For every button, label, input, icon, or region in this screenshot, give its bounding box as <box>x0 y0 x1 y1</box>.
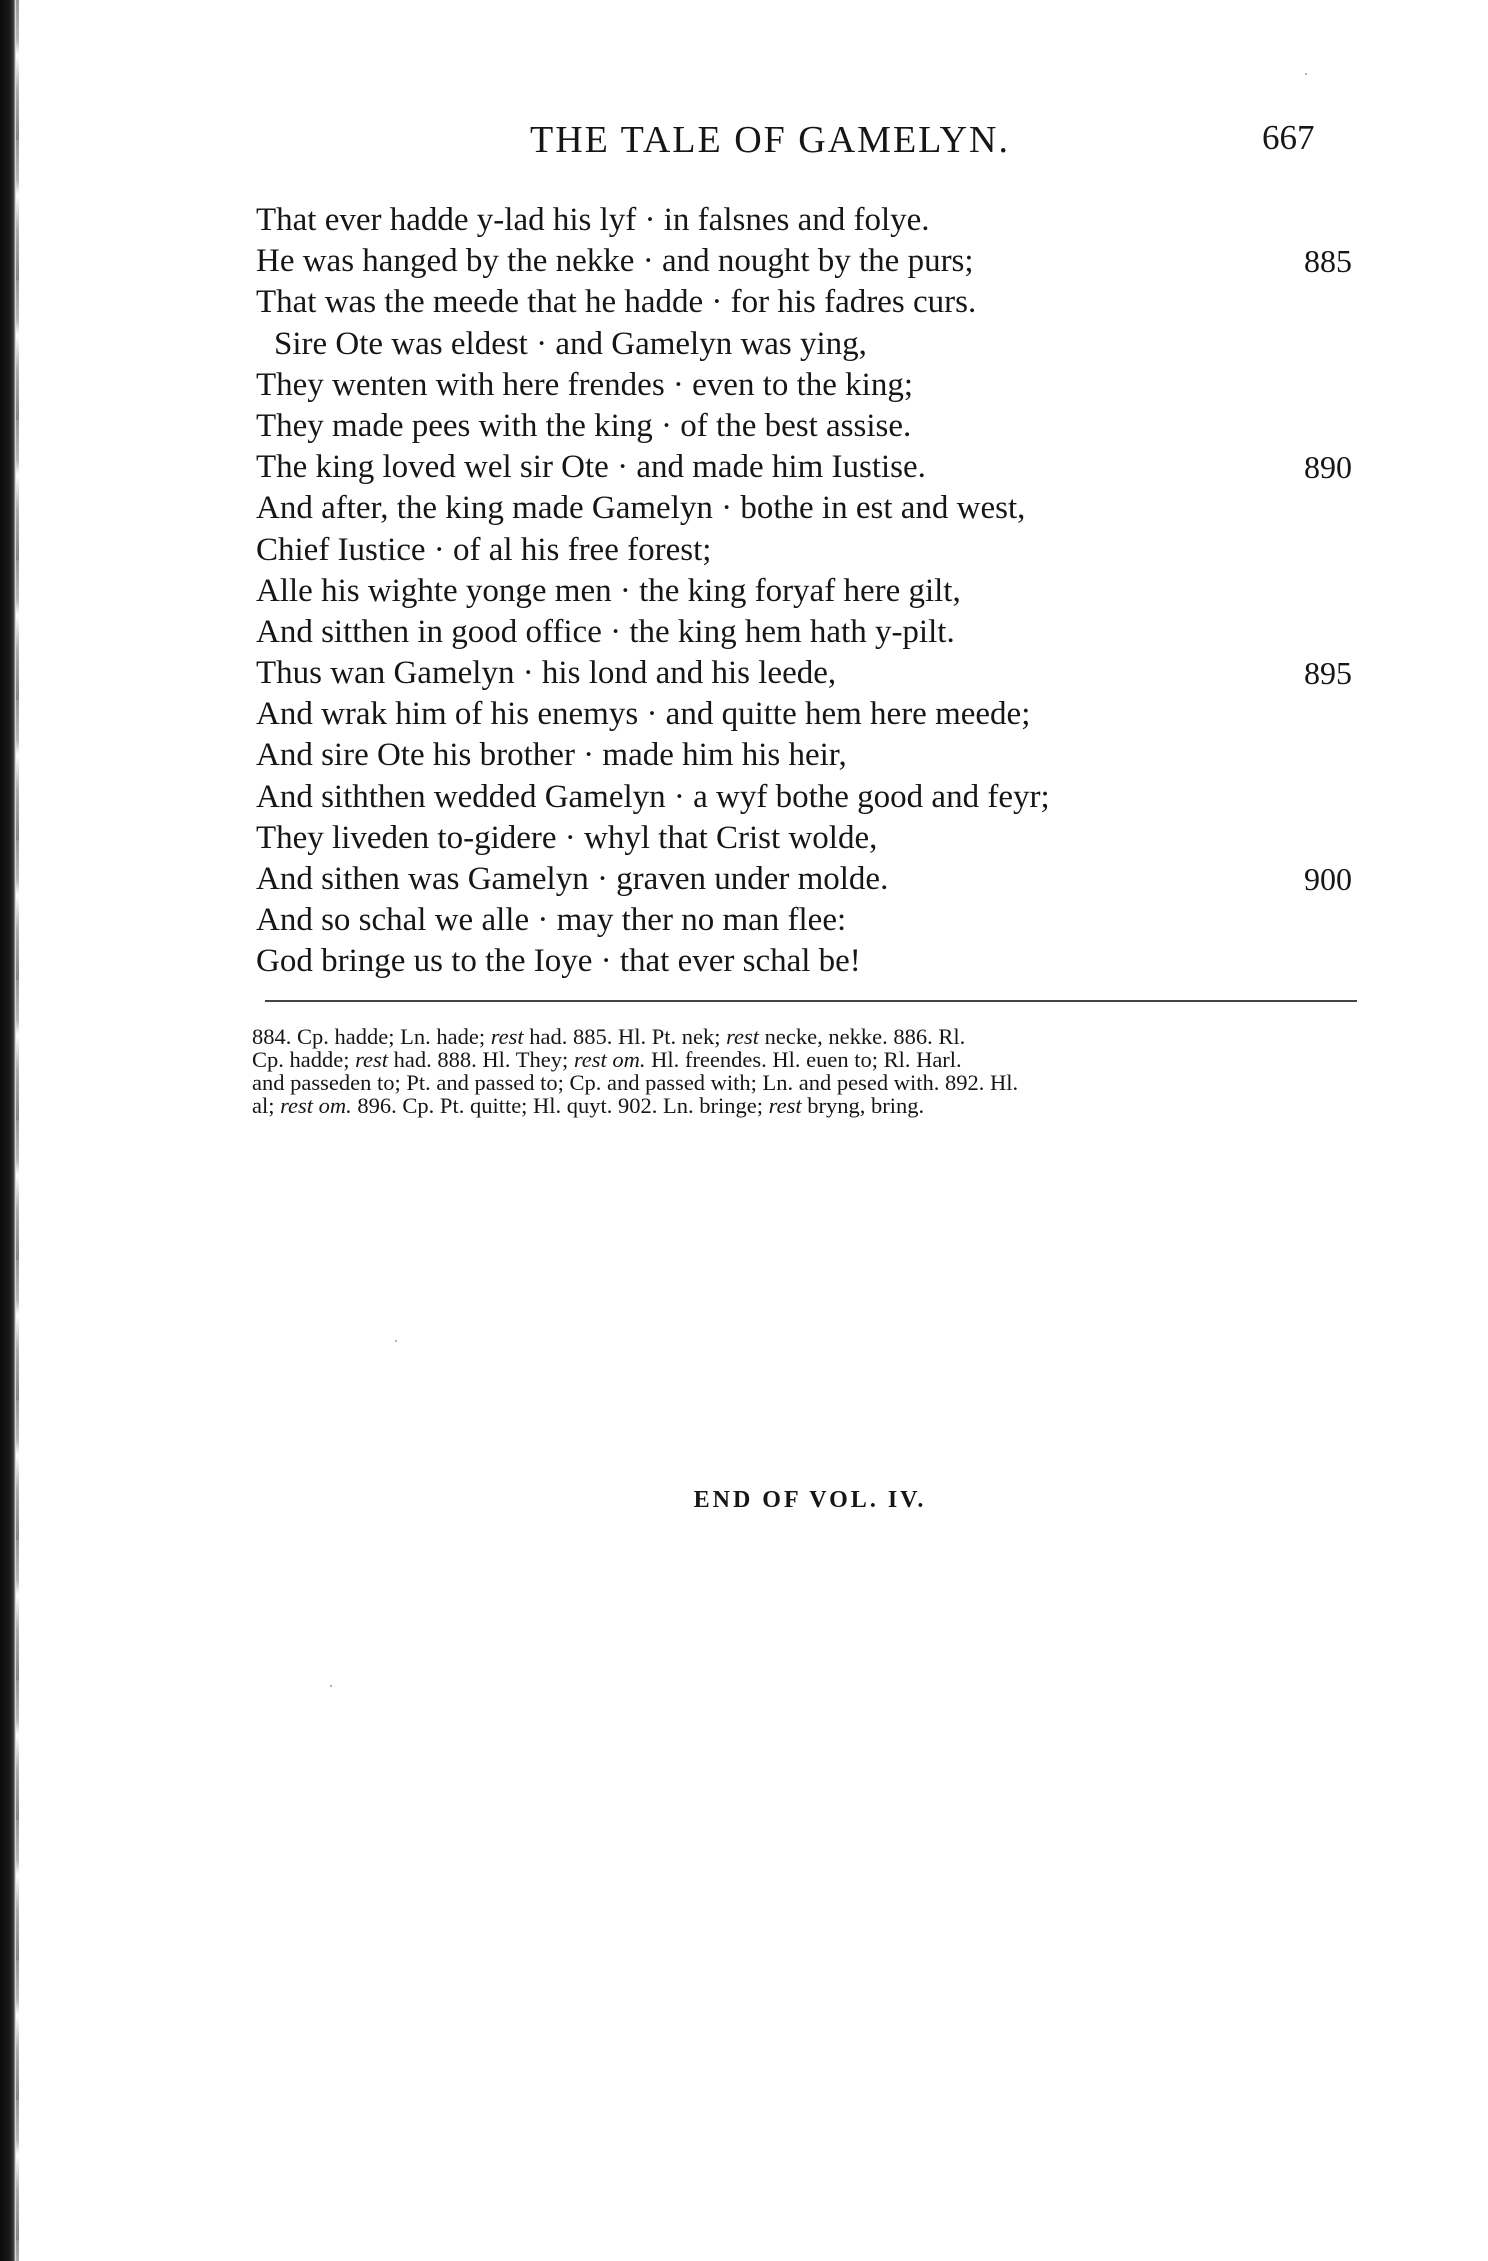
note-italic: rest <box>490 1024 524 1049</box>
poem-line-text: And sitthen in good office · the king hem hath y-pilt. <box>256 613 955 650</box>
poem-line-text: Sire Ote was eldest · and Gamelyn was ying, <box>274 325 867 362</box>
poem-line <box>256 488 1376 529</box>
poem-line <box>256 282 1376 323</box>
note-italic: rest om. <box>573 1047 646 1072</box>
poem-line-text: Chief Iustice · of al his free forest; <box>256 531 712 568</box>
poem-line <box>256 200 1376 241</box>
poem-line-text: And wrak him of his enemys · and quitte hem here meede; <box>256 696 1031 733</box>
poem-line-text: They wenten with here frendes · even to the king; <box>256 366 914 403</box>
line-number: 900 <box>1304 861 1352 897</box>
poem-line-text: That ever hadde y-lad his lyf · in falsnes and folye. <box>256 202 930 238</box>
line-number: 885 <box>1304 243 1352 280</box>
note-text: had. 885. Hl. Pt. nek; <box>529 1024 721 1049</box>
poem-line-text: And sire Ote his brother · made him his heir, <box>256 737 847 774</box>
page-header <box>0 118 1488 168</box>
paper-speck <box>330 1685 332 1687</box>
note-text: Cp. hadde; <box>252 1047 350 1072</box>
note-text: al; <box>252 1093 275 1118</box>
poem-line <box>256 735 1376 776</box>
paper-speck <box>395 1340 397 1342</box>
note-line <box>252 1094 1364 1117</box>
paper-speck <box>1305 73 1307 75</box>
poem-line <box>256 365 1376 406</box>
poem-line <box>256 324 1376 365</box>
poem-line-text: Thus wan Gamelyn · his lond and his leede, <box>256 655 837 692</box>
poem-line <box>256 406 1376 447</box>
poem-line-text: The king loved wel sir Ote · and made him Iustise. <box>256 449 926 486</box>
note-text: had. 888. Hl. They; <box>393 1047 569 1072</box>
running-title: THE TALE OF GAMELYN. <box>530 119 1010 161</box>
note-text: and passeden to; Pt. and passed to; Cp. and passed with; Ln. and pesed with. 892. Hl. <box>252 1070 1019 1095</box>
poem-line-text: He was hanged by the nekke · and nought by the purs; <box>256 243 974 280</box>
poem-line-text: And after, the king made Gamelyn · bothe in est and west, <box>256 490 1026 527</box>
note-line <box>252 1048 1364 1071</box>
note-italic: rest <box>726 1024 760 1049</box>
note-text: bryng, bring. <box>807 1093 925 1118</box>
footnote-divider <box>265 1000 1357 1002</box>
page-number: 667 <box>1262 118 1315 157</box>
poem-line-text: They made pees with the king · of the best assise. <box>256 407 912 444</box>
poem-line <box>256 777 1376 818</box>
poem-line-text: That was the meede that he hadde · for his fadres curs. <box>256 284 977 321</box>
poem-line <box>256 571 1376 612</box>
note-text: 896. Cp. Pt. quitte; Hl. quyt. 902. Ln. bringe; <box>357 1093 764 1118</box>
poem-line-text: God bringe us to the Ioye · that ever schal be! <box>256 943 861 980</box>
note-line <box>252 1025 1364 1048</box>
poem-line <box>256 612 1376 653</box>
poem-line <box>256 447 1376 488</box>
poem-text <box>256 200 1376 983</box>
note-line <box>252 1071 1364 1094</box>
textual-notes <box>252 1025 1364 1117</box>
poem-line-text: And siththen wedded Gamelyn · a wyf bothe good and feyr; <box>256 778 1050 815</box>
note-text: Hl. freendes. Hl. euen to; Rl. Harl. <box>651 1047 962 1072</box>
book-spine-shadow <box>0 0 16 2261</box>
note-italic: rest <box>355 1047 389 1072</box>
poem-line <box>256 653 1376 694</box>
note-text: necke, nekke. 886. Rl. <box>764 1024 966 1049</box>
poem-line <box>256 530 1376 571</box>
note-italic: rest om. <box>280 1093 352 1118</box>
poem-line <box>256 900 1376 941</box>
end-of-volume-note: END OF VOL. IV. <box>693 1487 927 1513</box>
poem-line <box>256 818 1376 859</box>
poem-line <box>256 859 1376 900</box>
note-italic: rest <box>768 1093 802 1118</box>
poem-line <box>256 241 1376 282</box>
poem-line-text: And so schal we alle · may ther no man flee: <box>256 902 847 939</box>
poem-line-text: Alle his wighte yonge men · the king foryaf here gilt, <box>256 572 961 609</box>
line-number: 895 <box>1304 655 1352 692</box>
poem-line <box>256 694 1376 735</box>
book-spine-edge <box>16 0 19 2261</box>
poem-line <box>256 941 1376 982</box>
note-text: 884. Cp. hadde; Ln. hade; <box>252 1024 486 1049</box>
poem-line-text: And sithen was Gamelyn · graven under molde. <box>256 861 889 897</box>
poem-line-text: They liveden to-gidere · whyl that Crist wolde, <box>256 819 878 856</box>
line-number: 890 <box>1304 449 1352 486</box>
